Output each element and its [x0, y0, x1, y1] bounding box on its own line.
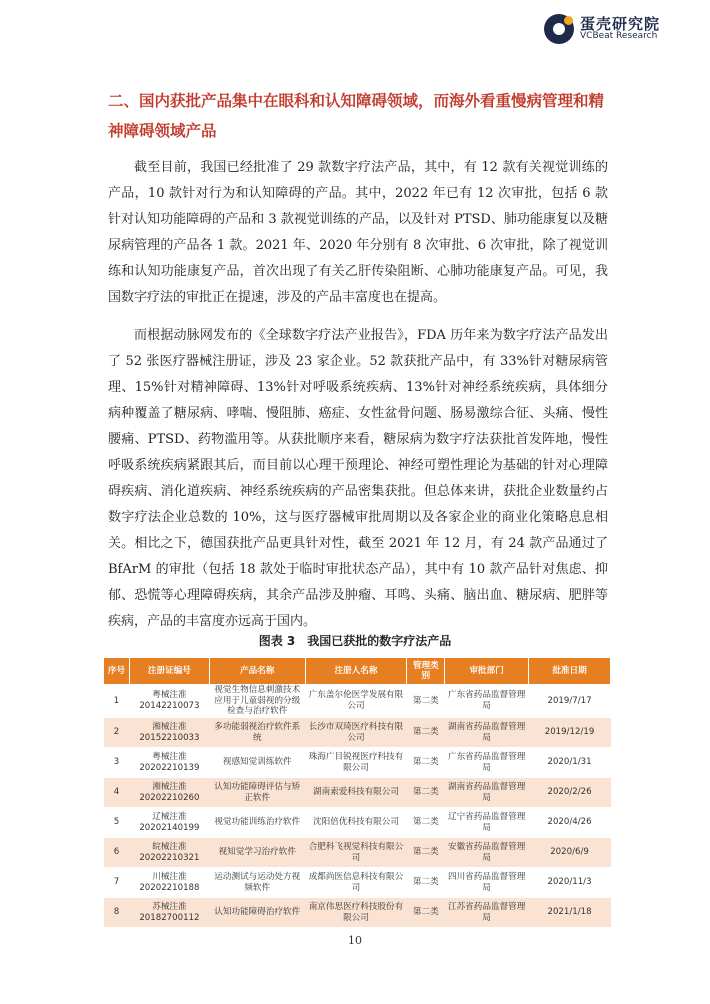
cell-date: 2020/4/26	[529, 808, 611, 838]
cell-product-name: 运动测试与运动处方视频软件	[209, 868, 305, 898]
cell-class: 第二类	[407, 685, 445, 718]
cell-date: 2020/6/9	[529, 838, 611, 868]
cell-reg-number: 辽械注准 20202140199	[129, 808, 209, 838]
cell-authority: 安徽省药品监督管理局	[445, 838, 529, 868]
egg-logo-icon	[544, 14, 574, 44]
table-header-row	[104, 658, 611, 685]
cell-reg-number: 川械注准 20202210188	[129, 868, 209, 898]
table-row	[104, 808, 611, 838]
cell-index: 8	[104, 898, 130, 928]
cell-index: 1	[104, 685, 130, 718]
col-header-registrant: 注册人名称	[305, 658, 407, 685]
cell-class: 第二类	[407, 838, 445, 868]
col-header-index: 序号	[104, 658, 130, 685]
cell-index: 7	[104, 868, 130, 898]
cell-class: 第二类	[407, 808, 445, 838]
cell-registrant: 湖南索爱科技有限公司	[305, 778, 407, 808]
cell-authority: 湖南省药品监督管理局	[445, 718, 529, 748]
logo-english-name: VCBeat Research	[580, 31, 658, 42]
cell-product-name: 视感知觉训练软件	[209, 748, 305, 778]
cell-reg-number: 粤械注准 20202210139	[129, 748, 209, 778]
cell-date: 2020/1/31	[529, 748, 611, 778]
section-heading: 二、国内获批产品集中在眼科和认知障碍领域，而海外看重慢病管理和精神障碍领域产品	[108, 92, 605, 140]
cell-date: 2019/7/17	[529, 685, 611, 718]
cell-class: 第二类	[407, 748, 445, 778]
cell-authority: 湖南省药品监督管理局	[445, 778, 529, 808]
col-header-class: 管理类别	[407, 658, 445, 685]
table-row	[104, 898, 611, 928]
logo-chinese-name: 蛋壳研究院	[580, 14, 661, 33]
cell-registrant: 成都尚医信息科技有限公司	[305, 868, 407, 898]
paragraph-1-text: 截至目前，我国已经批准了 29 款数字疗法产品，其中，有 12 款有关视觉训练的产品，10 款针对行为和认知障碍的产品。其中，2022 年已有 12 次审批，包括 6 款针对认知功能障碍的产品和 3 款视觉训练的产品，以及针对 PTSD、肺功能康复以及糖尿病管理的产品各 1 款。2021 年、2020 年分别有 8 次审批、6 次审批，除了视觉训练和认知功能康复产品，首次出现了有关乙肝传染阻断、心肺功能康复产品。可见，我国数字疗法的审批正在提速，涉及的产品丰富度也在提高。	[108, 160, 608, 305]
cell-product-name: 认知功能障碍评估与矫正软件	[209, 778, 305, 808]
cell-authority: 江苏省药品监督管理局	[445, 898, 529, 928]
col-header-date: 批准日期	[529, 658, 611, 685]
table-row	[104, 718, 611, 748]
cell-authority: 广东省药品监督管理局	[445, 748, 529, 778]
table-row	[104, 778, 611, 808]
col-header-authority: 审批部门	[445, 658, 529, 685]
cell-index: 5	[104, 808, 130, 838]
cell-reg-number: 苏械注准 20182700112	[129, 898, 209, 928]
table-row	[104, 748, 611, 778]
cell-product-name: 视觉功能训练治疗软件	[209, 808, 305, 838]
col-header-reg-number: 注册证编号	[129, 658, 209, 685]
paragraph-2-text: 而根据动脉网发布的《全球数字疗法产业报告》，FDA 历年来为数字疗法产品发出了 52 张医疗器械注册证，涉及 23 家企业。52 款获批产品中，有 33%针对糖尿病管理、15%针对精神障碍、13%针对呼吸系统疾病、13%针对神经系统疾病，具体细分病种覆盖了糖尿病、哮喘、慢阻肺、癌症、女性盆骨问题、肠易激综合征、头痛、慢性腰痛、PTSD、药物滥用等。从获批顺序来看，糖尿病为数字疗法获批首发阵地，慢性呼吸系统疾病紧跟其后，而目前以心理干预理论、神经可塑性理论为基础的针对心理障碍疾病、消化道疾病、神经系统疾病的产品密集获批。但总体来讲，获批企业数量约占数字疗法企业总数的 10%，这与医疗器械审批周期以及各家企业的商业化策略息息相关。相比之下，德国获批产品更具针对性，截至 2021 年 12 月，有 24 款产品通过了 BfArM 的审批（包括 18 款处于临时审批状态产品），其中有 10 款产品针对焦虑、抑郁、恐慌等心理障碍疾病，其余产品涉及肿瘤、耳鸣、头痛、脑出血、糖尿病、肥胖等疾病，产品的丰富度亦远高于国内。	[108, 328, 608, 629]
table-caption: 图表 3 我国已获批的数字疗法产品	[258, 634, 452, 648]
table-row	[104, 838, 611, 868]
cell-registrant: 南京伟思医疗科技股份有限公司	[305, 898, 407, 928]
cell-authority: 四川省药品监督管理局	[445, 868, 529, 898]
cell-authority: 广东省药品监督管理局	[445, 685, 529, 718]
cell-product-name: 认知功能障碍治疗软件	[209, 898, 305, 928]
cell-reg-number: 皖械注准 20202210321	[129, 838, 209, 868]
cell-class: 第二类	[407, 718, 445, 748]
cell-class: 第二类	[407, 778, 445, 808]
cell-registrant: 广东盖尔伦医学发展有限公司	[305, 685, 407, 718]
cell-index: 6	[104, 838, 130, 868]
cell-index: 3	[104, 748, 130, 778]
cell-class: 第二类	[407, 898, 445, 928]
cell-reg-number: 湘械注准 20152210033	[129, 718, 209, 748]
cell-reg-number: 湘械注准 20202210260	[129, 778, 209, 808]
logo-text	[580, 16, 660, 42]
cell-index: 2	[104, 718, 130, 748]
cell-registrant: 长沙市双琦医疗科技有限公司	[305, 718, 407, 748]
cell-registrant: 珠海广目锐视医疗科技有限公司	[305, 748, 407, 778]
paragraph-1	[108, 155, 608, 311]
cell-registrant: 合肥科飞视觉科技有限公司	[305, 838, 407, 868]
cell-authority: 辽宁省药品监督管理局	[445, 808, 529, 838]
approved-products-table	[103, 657, 611, 928]
cell-index: 4	[104, 778, 130, 808]
cell-date: 2020/2/26	[529, 778, 611, 808]
cell-date: 2021/1/18	[529, 898, 611, 928]
cell-product-name: 视知觉学习治疗软件	[209, 838, 305, 868]
cell-reg-number: 粤械注准 20142210073	[129, 685, 209, 718]
table-body	[104, 685, 611, 928]
cell-date: 2019/12/19	[529, 718, 611, 748]
cell-product-name: 多功能弱视治疗软件系统	[209, 718, 305, 748]
cell-class: 第二类	[407, 868, 445, 898]
cell-product-name: 视觉生物信息刺激技术应用于儿童弱视的分级检查与治疗软件	[209, 685, 305, 718]
col-header-product-name: 产品名称	[209, 658, 305, 685]
vcbeat-logo	[544, 14, 660, 44]
table-row	[104, 868, 611, 898]
paragraph-2	[108, 323, 608, 635]
cell-date: 2020/11/3	[529, 868, 611, 898]
cell-registrant: 沈阳倍优科技有限公司	[305, 808, 407, 838]
table-row	[104, 685, 611, 718]
page-number: 10	[348, 934, 362, 947]
